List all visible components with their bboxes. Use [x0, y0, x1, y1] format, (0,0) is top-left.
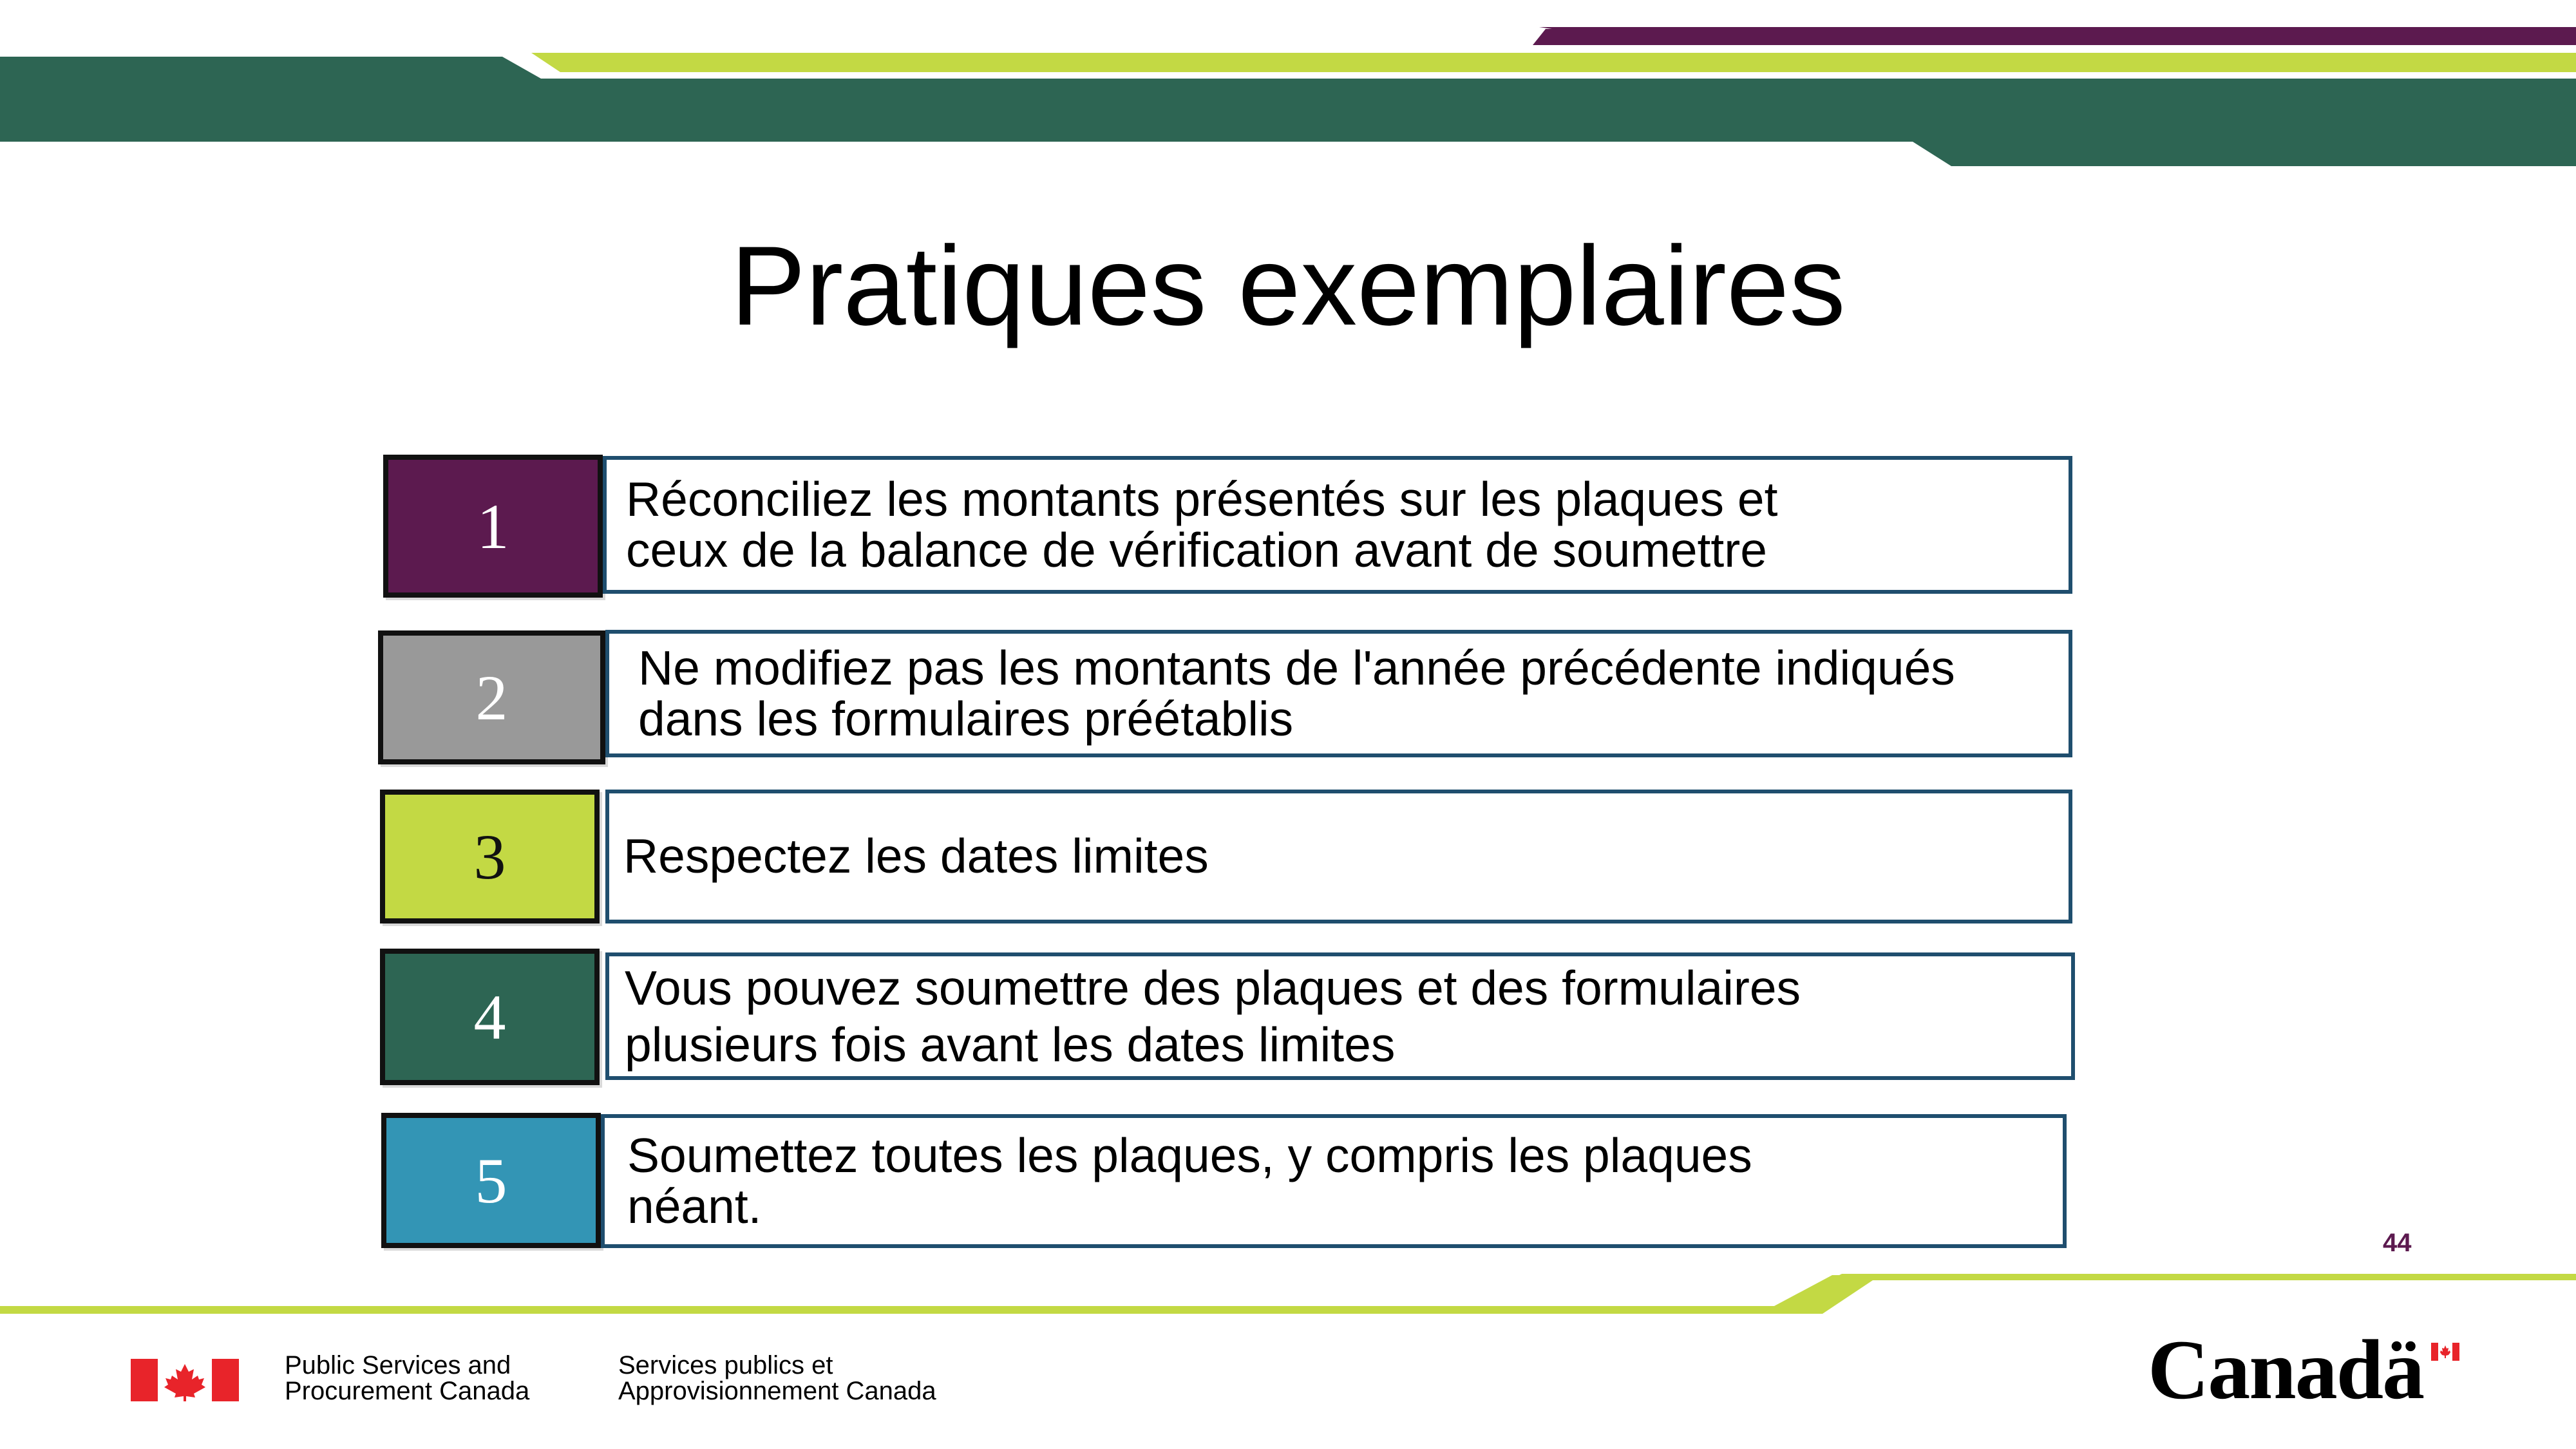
footer-lime-band: [0, 1275, 1880, 1314]
department-fr-line1: Services publics et: [618, 1351, 833, 1379]
practice-text-1: [603, 456, 2072, 594]
practice-text-3: [605, 790, 2072, 923]
header-banner: [0, 0, 2576, 174]
practice-number-1: 1: [383, 455, 603, 598]
canada-flag-icon: [131, 1359, 239, 1401]
practice-text-5: [601, 1114, 2067, 1248]
footer-lime-right: [1868, 1274, 2576, 1280]
practice-text-3-label: Respectez les dates limites: [623, 829, 1209, 884]
practice-text-2-label: Ne modifiez pas les montants de l'année précédente indiqués dans les formulaires préétablis: [638, 640, 1955, 746]
page-title: Pratiques exemplaires: [730, 223, 1846, 349]
footer-band: [0, 1262, 2576, 1314]
practice-number-3: 3: [380, 790, 600, 923]
wordmark-flag-icon: [2431, 1343, 2459, 1361]
department-name-en: [285, 1352, 529, 1404]
canada-wordmark: Canadä: [2148, 1322, 2424, 1417]
department-en-line2: Procurement Canada: [285, 1377, 530, 1405]
department-name-fr: [618, 1352, 936, 1404]
department-en-line1: Public Services and: [285, 1351, 511, 1379]
practice-number-4: 4: [380, 949, 600, 1085]
page-number: 44: [2383, 1229, 2412, 1257]
department-fr-line2: Approvisionnement Canada: [618, 1377, 936, 1405]
header-green-band: [0, 57, 2576, 166]
practice-text-2: [605, 630, 2072, 757]
practice-text-1-label: Réconciliez les montants présentés sur les plaques et ceux de la balance de vérification avant de soumettre: [626, 471, 1778, 577]
practice-text-4: [605, 952, 2075, 1080]
practice-number-5: 5: [381, 1113, 601, 1248]
practice-text-5-label: Soumettez toutes les plaques, y compris les plaques néant.: [627, 1128, 1752, 1233]
header-purple-band: [1533, 29, 2576, 45]
practice-text-4-label: Vous pouvez soumettre des plaques et des formulaires plusieurs fois avant les dates limites: [625, 960, 1801, 1072]
header-lime-band: [531, 53, 2576, 72]
practice-number-2: 2: [378, 630, 605, 764]
